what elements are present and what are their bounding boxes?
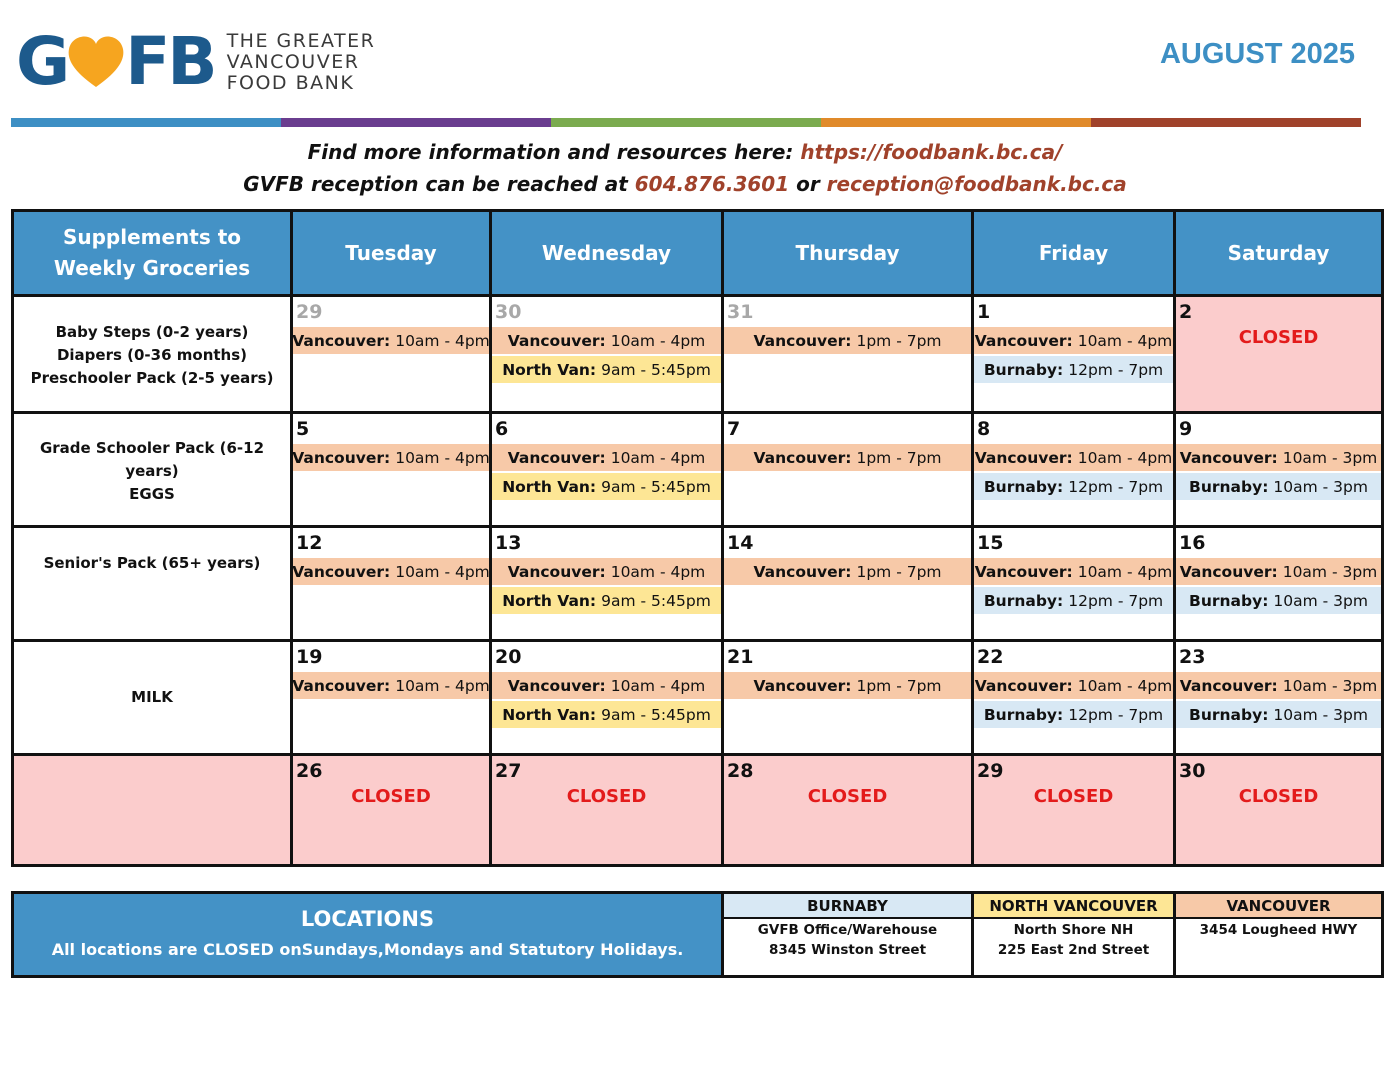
vancouver-slot xyxy=(492,444,721,471)
day-number: 15 xyxy=(977,532,1004,554)
slot-time: 10am - 4pm xyxy=(610,331,706,350)
vancouver-slot xyxy=(293,672,489,699)
slot-location: Vancouver: xyxy=(1179,676,1278,695)
logo-wordmark xyxy=(16,23,215,100)
north-van-slot xyxy=(492,701,721,728)
location-burnaby xyxy=(724,894,974,975)
logo-tagline-line: THE GREATER xyxy=(226,29,376,52)
day-cell xyxy=(293,414,492,528)
vancouver-slot xyxy=(293,558,489,585)
north-van-slot xyxy=(492,587,721,614)
day-number: 31 xyxy=(727,301,754,323)
slot-time: 9am - 5:45pm xyxy=(601,591,711,610)
vancouver-slot xyxy=(293,327,489,354)
slot-location: Vancouver: xyxy=(292,676,391,695)
color-stripe xyxy=(11,118,1361,127)
phone-link[interactable]: 604.876.3601 xyxy=(634,172,790,196)
slot-location: North Van: xyxy=(502,360,597,379)
vancouver-slot xyxy=(492,558,721,585)
info-text: Find more information and resources here: xyxy=(307,140,801,164)
category-cell xyxy=(14,414,293,528)
category-label: Baby Steps (0-2 years) xyxy=(55,323,249,341)
day-cell-closed xyxy=(1176,297,1381,414)
locations-header xyxy=(14,894,724,975)
day-cell xyxy=(974,642,1176,756)
vancouver-slot xyxy=(492,327,721,354)
slot-time: 10am - 3pm xyxy=(1273,705,1368,724)
day-number: 16 xyxy=(1179,532,1206,554)
vancouver-slot xyxy=(724,672,971,699)
email-link[interactable]: reception@foodbank.bc.ca xyxy=(826,172,1127,196)
category-label: EGGS xyxy=(129,485,175,503)
day-cell-closed xyxy=(293,756,492,864)
website-link[interactable]: https://foodbank.bc.ca/ xyxy=(800,140,1063,164)
slot-location: Vancouver: xyxy=(753,448,852,467)
gvfb-logo xyxy=(16,23,376,100)
location-name: VANCOUVER xyxy=(1176,894,1381,919)
location-name: NORTH VANCOUVER xyxy=(974,894,1173,919)
day-number: 12 xyxy=(296,532,323,554)
day-number: 23 xyxy=(1179,646,1206,668)
day-number: 2 xyxy=(1179,301,1193,323)
location-address-line: North Shore NH xyxy=(1013,922,1134,938)
slot-time: 10am - 3pm xyxy=(1273,591,1368,610)
location-address-line: GVFB Office/Warehouse xyxy=(757,922,938,938)
day-cell xyxy=(724,414,974,528)
corner-line: Weekly Groceries xyxy=(53,256,251,280)
stripe-segment xyxy=(1091,118,1361,127)
slot-location: North Van: xyxy=(502,477,597,496)
slot-location: Vancouver: xyxy=(1179,562,1278,581)
day-header-thursday: Thursday xyxy=(724,212,974,297)
vancouver-slot xyxy=(974,327,1173,354)
slot-location: Vancouver: xyxy=(753,676,852,695)
stripe-segment xyxy=(281,118,551,127)
day-number: 13 xyxy=(495,532,522,554)
slot-time: 10am - 4pm xyxy=(395,331,490,350)
closed-label: CLOSED xyxy=(1238,327,1319,348)
heart-icon xyxy=(65,31,127,93)
north-van-slot xyxy=(492,356,721,383)
slot-time: 12pm - 7pm xyxy=(1068,477,1164,496)
day-cell xyxy=(974,414,1176,528)
day-number: 27 xyxy=(495,760,522,782)
day-cell xyxy=(1176,528,1381,642)
slot-time: 12pm - 7pm xyxy=(1068,591,1164,610)
slot-location: Vancouver: xyxy=(753,562,852,581)
slot-location: Vancouver: xyxy=(1179,448,1278,467)
day-number: 19 xyxy=(296,646,323,668)
day-number: 29 xyxy=(977,760,1004,782)
day-number: 7 xyxy=(727,418,741,440)
logo-letters-fb: FB xyxy=(125,23,215,100)
day-number: 20 xyxy=(495,646,522,668)
closed-label: CLOSED xyxy=(351,786,431,807)
info-text: or xyxy=(789,172,827,196)
slot-location: Vancouver: xyxy=(974,562,1073,581)
slot-time: 12pm - 7pm xyxy=(1068,705,1164,724)
category-label: Diapers (0-36 months) xyxy=(56,346,248,364)
slot-time: 1pm - 7pm xyxy=(856,562,942,581)
logo-letter-g: G xyxy=(16,23,68,100)
slot-location: Vancouver: xyxy=(292,331,391,350)
slot-location: Burnaby: xyxy=(1189,477,1269,496)
category-cell xyxy=(14,297,293,414)
vancouver-slot xyxy=(724,558,971,585)
location-address-line: 3454 Lougheed HWY xyxy=(1199,922,1358,938)
slot-location: Burnaby: xyxy=(983,705,1064,724)
day-number: 29 xyxy=(296,301,323,323)
vancouver-slot xyxy=(974,672,1173,699)
day-number: 14 xyxy=(727,532,754,554)
day-cell-closed xyxy=(1176,756,1381,864)
stripe-segment xyxy=(11,118,281,127)
vancouver-slot xyxy=(1176,444,1381,471)
slot-time: 9am - 5:45pm xyxy=(601,477,711,496)
category-label: Preschooler Pack (2-5 years) xyxy=(30,369,274,387)
burnaby-slot xyxy=(974,587,1173,614)
slot-time: 10am - 4pm xyxy=(610,448,706,467)
slot-location: Vancouver: xyxy=(974,448,1073,467)
day-cell xyxy=(293,297,492,414)
slot-time: 10am - 3pm xyxy=(1273,477,1368,496)
vancouver-slot xyxy=(1176,558,1381,585)
slot-time: 10am - 4pm xyxy=(610,676,706,695)
closed-label: CLOSED xyxy=(1033,786,1114,807)
stripe-segment xyxy=(551,118,821,127)
category-label: MILK xyxy=(131,688,173,706)
vancouver-slot xyxy=(724,327,971,354)
slot-location: Vancouver: xyxy=(292,562,391,581)
slot-time: 9am - 5:45pm xyxy=(601,705,711,724)
day-number: 8 xyxy=(977,418,991,440)
day-cell xyxy=(492,528,724,642)
day-number: 28 xyxy=(727,760,754,782)
slot-location: Vancouver: xyxy=(507,448,606,467)
day-cell xyxy=(1176,414,1381,528)
day-number: 6 xyxy=(495,418,509,440)
slot-location: Vancouver: xyxy=(507,331,606,350)
vancouver-slot xyxy=(974,444,1173,471)
burnaby-slot xyxy=(974,473,1173,500)
slot-time: 10am - 4pm xyxy=(610,562,706,581)
category-label: Grade Schooler Pack (6-12 years) xyxy=(39,439,265,480)
day-cell xyxy=(293,642,492,756)
slot-location: Vancouver: xyxy=(507,562,606,581)
burnaby-slot xyxy=(974,356,1173,383)
category-label: Senior's Pack (65+ years) xyxy=(43,554,261,572)
day-cell xyxy=(293,528,492,642)
location-name: BURNABY xyxy=(724,894,971,919)
day-cell xyxy=(974,528,1176,642)
vancouver-slot xyxy=(492,672,721,699)
slot-time: 9am - 5:45pm xyxy=(601,360,711,379)
closed-label: CLOSED xyxy=(807,786,888,807)
slot-time: 10am - 4pm xyxy=(1077,448,1173,467)
day-number: 22 xyxy=(977,646,1004,668)
stripe-segment xyxy=(821,118,1091,127)
info-line-resources xyxy=(0,140,1370,164)
burnaby-slot xyxy=(974,701,1173,728)
north-van-slot xyxy=(492,473,721,500)
slot-time: 12pm - 7pm xyxy=(1068,360,1164,379)
slot-location: Vancouver: xyxy=(507,676,606,695)
day-number: 9 xyxy=(1179,418,1193,440)
day-cell xyxy=(974,297,1176,414)
slot-location: Burnaby: xyxy=(1189,591,1269,610)
closed-label: CLOSED xyxy=(1238,786,1319,807)
slot-time: 10am - 4pm xyxy=(1077,562,1173,581)
burnaby-slot xyxy=(1176,587,1381,614)
locations-table xyxy=(11,891,1384,978)
slot-location: North Van: xyxy=(502,705,597,724)
burnaby-slot xyxy=(1176,473,1381,500)
slot-time: 1pm - 7pm xyxy=(856,331,942,350)
slot-location: Vancouver: xyxy=(974,331,1073,350)
day-cell-closed xyxy=(974,756,1176,864)
day-header-wednesday: Wednesday xyxy=(492,212,724,297)
locations-title: LOCATIONS xyxy=(300,907,435,931)
vancouver-slot xyxy=(1176,672,1381,699)
day-cell-closed xyxy=(724,756,974,864)
category-cell xyxy=(14,642,293,756)
location-vancouver xyxy=(1176,894,1381,975)
slot-time: 10am - 4pm xyxy=(395,448,490,467)
day-number: 1 xyxy=(977,301,991,323)
day-cell xyxy=(724,297,974,414)
slot-location: Burnaby: xyxy=(1189,705,1269,724)
day-cell xyxy=(724,528,974,642)
slot-time: 10am - 3pm xyxy=(1282,448,1378,467)
slot-time: 1pm - 7pm xyxy=(856,448,942,467)
slot-location: Vancouver: xyxy=(292,448,391,467)
vancouver-slot xyxy=(724,444,971,471)
calendar-grid xyxy=(11,209,1384,867)
location-address-line: 8345 Winston Street xyxy=(768,942,927,958)
slot-time: 10am - 4pm xyxy=(1077,676,1173,695)
logo-tagline xyxy=(227,31,376,94)
info-line-reception xyxy=(0,172,1370,196)
info-text: GVFB reception can be reached at xyxy=(243,172,635,196)
calendar-corner-header xyxy=(14,212,293,297)
day-cell xyxy=(492,642,724,756)
slot-time: 10am - 4pm xyxy=(1077,331,1173,350)
slot-time: 10am - 3pm xyxy=(1282,676,1378,695)
day-cell xyxy=(724,642,974,756)
day-number: 30 xyxy=(1179,760,1206,782)
logo-tagline-line: VANCOUVER xyxy=(226,50,360,73)
slot-location: Vancouver: xyxy=(753,331,852,350)
closed-label: CLOSED xyxy=(566,786,647,807)
corner-line: Supplements to xyxy=(62,225,242,249)
slot-location: North Van: xyxy=(502,591,597,610)
slot-location: Burnaby: xyxy=(983,591,1064,610)
day-header-tuesday: Tuesday xyxy=(293,212,492,297)
location-north-vancouver xyxy=(974,894,1176,975)
day-number: 26 xyxy=(296,760,323,782)
day-header-friday: Friday xyxy=(974,212,1176,297)
burnaby-slot xyxy=(1176,701,1381,728)
day-cell xyxy=(492,414,724,528)
day-cell-closed xyxy=(492,756,724,864)
category-cell xyxy=(14,528,293,642)
vancouver-slot xyxy=(974,558,1173,585)
slot-location: Burnaby: xyxy=(983,360,1064,379)
slot-location: Burnaby: xyxy=(983,477,1064,496)
day-header-saturday: Saturday xyxy=(1176,212,1381,297)
location-address-line: 225 East 2nd Street xyxy=(997,942,1150,958)
month-title: AUGUST 2025 xyxy=(1159,38,1355,70)
slot-location: Vancouver: xyxy=(974,676,1073,695)
slot-time: 10am - 4pm xyxy=(395,562,490,581)
day-cell xyxy=(492,297,724,414)
category-cell-closed xyxy=(14,756,293,864)
day-number: 5 xyxy=(296,418,310,440)
day-cell xyxy=(1176,642,1381,756)
slot-time: 1pm - 7pm xyxy=(856,676,942,695)
logo-tagline-line: FOOD BANK xyxy=(226,71,355,94)
vancouver-slot xyxy=(293,444,489,471)
locations-note: All locations are CLOSED onSundays,Mondays and Statutory Holidays. xyxy=(51,940,684,959)
day-number: 30 xyxy=(495,301,522,323)
slot-time: 10am - 4pm xyxy=(395,676,490,695)
slot-time: 10am - 3pm xyxy=(1282,562,1378,581)
day-number: 21 xyxy=(727,646,754,668)
